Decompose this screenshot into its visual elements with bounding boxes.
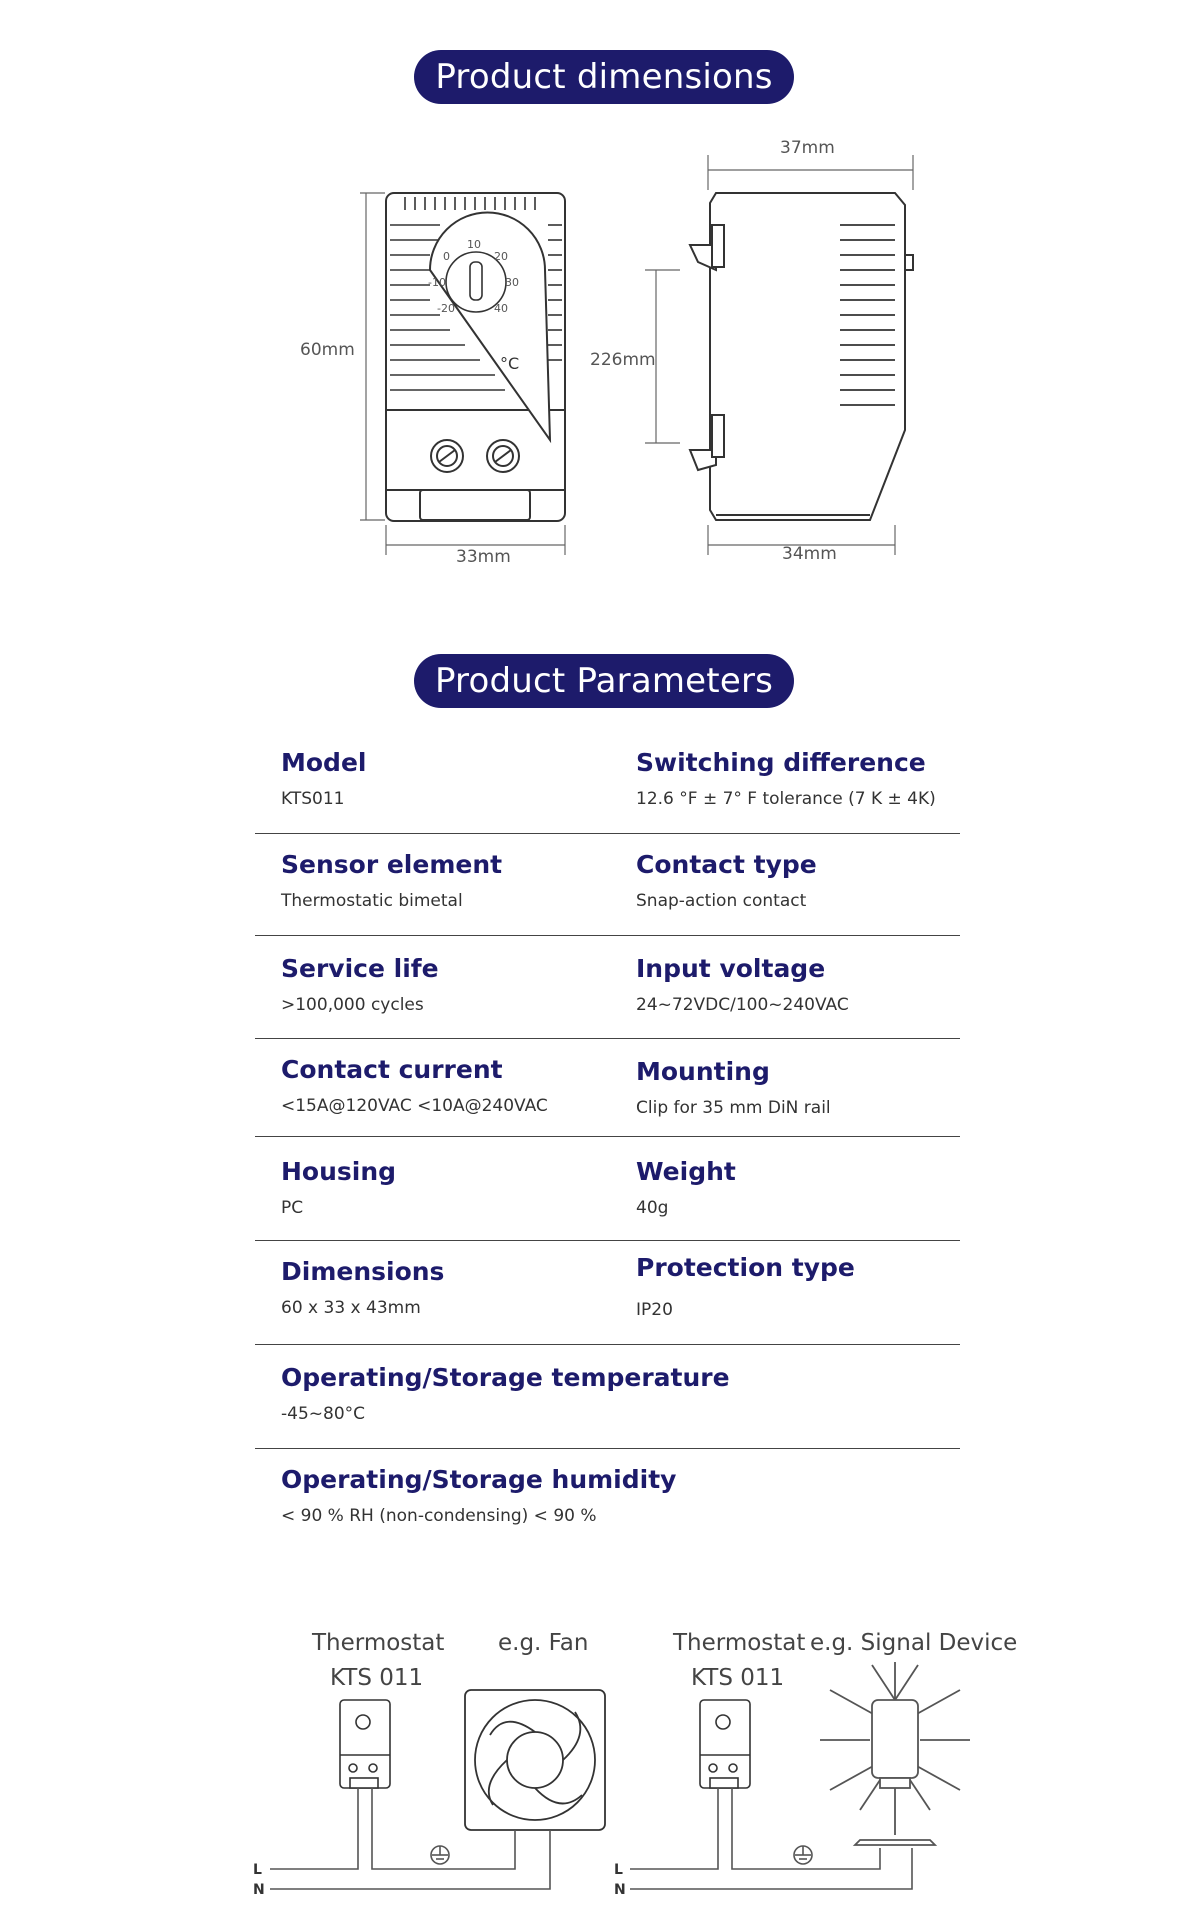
param-value: Clip for 35 mm DiN rail: [636, 1098, 831, 1118]
dial-tick: 40: [494, 302, 508, 315]
param-value: 60 x 33 x 43mm: [281, 1298, 421, 1318]
table-row: [255, 1241, 960, 1345]
thermostat-small-icon: [340, 1700, 390, 1788]
dimensions-heading: Product dimensions: [414, 50, 794, 104]
rail-label: 226mm: [590, 350, 656, 370]
param-value: IP20: [636, 1300, 673, 1320]
param-label: Dimensions: [281, 1257, 445, 1286]
param-label: Mounting: [636, 1057, 770, 1086]
param-value: Thermostatic bimetal: [281, 891, 463, 911]
height-label: 60mm: [300, 340, 355, 360]
param-label: Protection type: [636, 1253, 855, 1282]
wiring-left-model-label: KTS 011: [330, 1665, 424, 1691]
param-label: Sensor element: [281, 850, 503, 879]
wiring-diagrams: [0, 1610, 1200, 1921]
wiring-right-neutral-label: N: [614, 1882, 626, 1898]
param-label: Operating/Storage humidity: [281, 1465, 677, 1494]
top-depth-label: 37mm: [780, 138, 835, 158]
table-row: [255, 1345, 960, 1449]
param-label: Switching difference: [636, 748, 926, 777]
front-width-label: 33mm: [456, 547, 511, 567]
wiring-right-thermostat-label: Thermostat: [673, 1630, 806, 1656]
dial-tick: 10: [467, 238, 481, 251]
wiring-left-thermostat-label: Thermostat: [312, 1630, 445, 1656]
table-row: [255, 1449, 960, 1549]
param-label: Model: [281, 748, 367, 777]
wiring-left-neutral-label: N: [253, 1882, 265, 1898]
param-value: PC: [281, 1198, 304, 1218]
table-row: [255, 834, 960, 936]
param-label: Operating/Storage temperature: [281, 1363, 730, 1392]
param-value: Snap-action contact: [636, 891, 807, 911]
dial-tick: 0: [443, 250, 450, 263]
signal-light-icon: [820, 1662, 970, 1845]
param-value: 12.6 °F ± 7° F tolerance (7 K ± 4K): [636, 789, 936, 809]
param-value: <15A@120VAC <10A@240VAC: [281, 1096, 548, 1116]
table-row: [255, 936, 960, 1039]
fan-icon: [465, 1690, 605, 1830]
parameters-table: [255, 730, 960, 1549]
thermostat-side-view: [690, 193, 913, 520]
param-value: 40g: [636, 1198, 669, 1218]
thermostat-small-icon: [700, 1700, 750, 1788]
dial-tick: 20: [494, 250, 508, 263]
wiring-right-device-label: e.g. Signal Device: [810, 1630, 1018, 1656]
param-label: Service life: [281, 954, 439, 983]
parameters-heading: Product Parameters: [414, 654, 794, 708]
wiring-left-line-label: L: [253, 1862, 262, 1878]
param-label: Input voltage: [636, 954, 826, 983]
table-row: [255, 1137, 960, 1241]
wiring-right-model-label: KTS 011: [691, 1665, 785, 1691]
param-label: Housing: [281, 1157, 397, 1186]
param-value: KTS011: [281, 789, 345, 809]
dial-tick: 30: [505, 276, 519, 289]
dial-unit: °C: [500, 354, 520, 373]
dial-tick: -10: [428, 276, 446, 289]
wiring-right-line-label: L: [614, 1862, 623, 1878]
dial-tick: -20: [437, 302, 455, 315]
param-value: -45~80°C: [281, 1404, 366, 1424]
param-label: Contact type: [636, 850, 817, 879]
wiring-left-device-label: e.g. Fan: [498, 1630, 589, 1656]
bottom-depth-label: 34mm: [782, 544, 837, 564]
table-row: [255, 730, 960, 834]
param-value: < 90 % RH (non-condensing) < 90 %: [281, 1506, 597, 1526]
param-value: >100,000 cycles: [281, 995, 424, 1015]
param-value: 24~72VDC/100~240VAC: [636, 995, 849, 1015]
param-label: Contact current: [281, 1055, 503, 1084]
table-row: [255, 1039, 960, 1137]
param-label: Weight: [636, 1157, 736, 1186]
